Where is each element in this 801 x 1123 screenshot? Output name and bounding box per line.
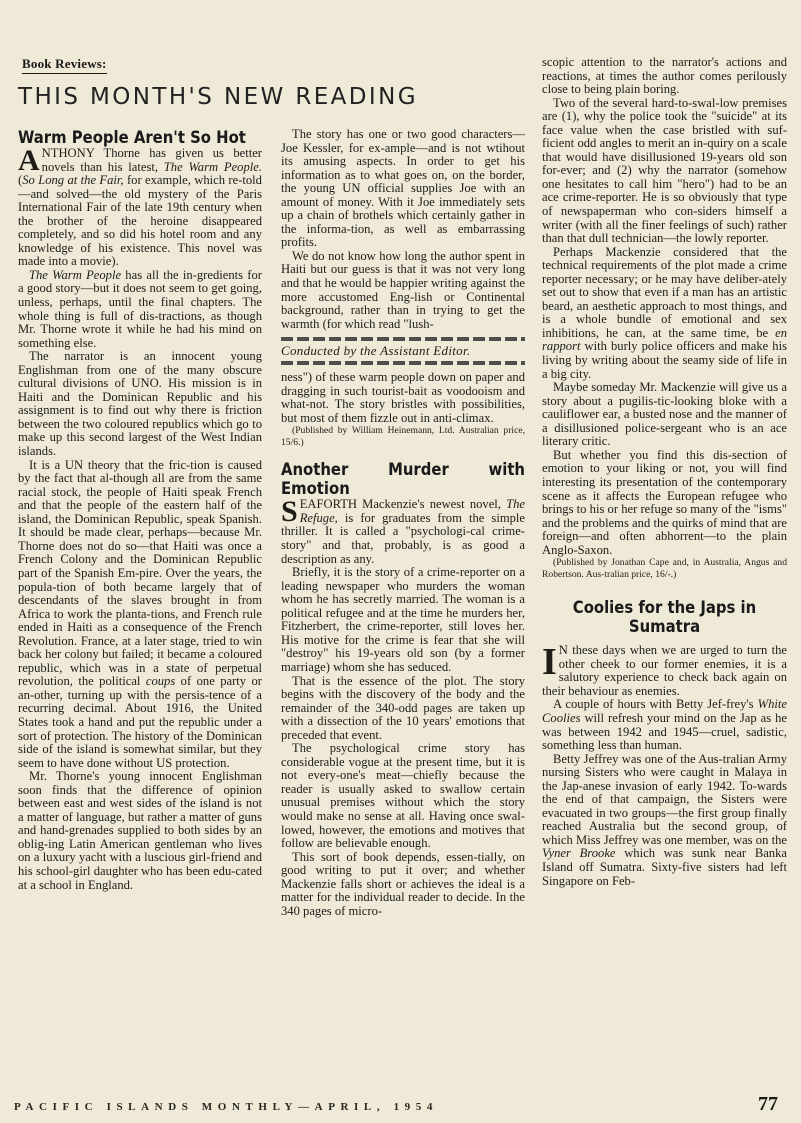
column-2	[281, 128, 525, 918]
paragraph: The psychological crime story has considerable vogue at the present time, but it is not every-one's meat—chiefly because the reader is usually asked to swallow certain unusual premises without which the story would make no sense at all. Having once swal-lowed, however, the emotions and motives that follow are believable enough.	[281, 741, 525, 851]
paragraph: I N these days when we are urged to turn the other cheek to our former enemies, it is a salutory experience to check back again on their behaviour as enemies.	[542, 641, 787, 698]
drop-cap: I	[542, 641, 557, 684]
review-heading-warm-people: Warm People Aren't So Hot	[18, 128, 246, 147]
publisher-credit: (Published by William Heinemann, Ltd. Australian price, 15/6.)	[281, 425, 525, 448]
paragraph: The Warm People has all the in-gredients for a good story—but it does not seem to get going, unless, perhaps, until the final chapters. The whole thing is full of dis-tractions, as though Mr. Thorne wrote it while he had his mind on something else.	[18, 267, 262, 350]
paragraph: But whether you find this dis-section of emotion to your liking or not, you will find interesting its presentation of the contemporary scene as it affects the European refugee who brings to his or her refuge so many of the "isms" and the problems and the quirks of mind that are foreign—and often abhorrent—to the plain Anglo-Saxon.	[542, 447, 787, 557]
section-label: Book Reviews:	[22, 56, 107, 74]
page-number: 77	[758, 1093, 778, 1115]
review-heading-another-murder: Another Murder with Emotion	[281, 460, 525, 499]
paragraph: A couple of hours with Betty Jef-frey's White Coolies will refresh your mind on the Jap as he was between 1942 and 1945—cruel, sadistic, something less than human.	[542, 697, 787, 753]
paragraph: Maybe someday Mr. Mackenzie will give us a story about a pugilis-tic-looking bloke with a cauliflower ear, a busted nose and the manner of a disillusioned police-sergeant who is an ace literary critic.	[542, 380, 787, 449]
paragraph: Briefly, it is the story of a crime-reporter on a leading newspaper who murders the woman whom he has secretly married. The woman is a political refugee and at the time he murders her, Fitzherbert, the crime-reporter, still loves her. His motive for the crime is fear that she will "destroy" his 19-years old son (by a former marriage) whom she has seduced.	[281, 565, 525, 674]
paragraph: scopic attention to the narrator's actions and reactions, at times the author comes perilously close to being plain boring.	[542, 55, 787, 97]
drop-cap: S	[281, 495, 298, 529]
paragraph: Betty Jeffrey was one of the Aus-tralian Army nursing Sisters who were caught in Malaya in the Jap-anese invasion of early 1942. To-wards the end of that campaign, the Sisters were evacuated in two groups—the first group finally reached Australia but the second group, of which Miss Jeffrey was one member, was on the Vyner Brooke which was sunk near Banka Island off Sumatra. Sixty-five sisters had left Singapore on Feb-	[542, 751, 787, 888]
paragraph: That is the essence of the plot. The story begins with the discovery of the body and the remainder of the 340-odd pages are taken up with a dissection of the 10 years' emotions that preceded that event.	[281, 673, 525, 742]
divider	[281, 337, 525, 341]
paragraph: This sort of book depends, essen-tially, on good writing to put it over; and whether Mackenzie falls short or achieves the ideal is a matter for the individual reader to decide. In the 340 pages of micro-	[281, 849, 525, 918]
paragraph: SEAFORTH Mackenzie's newest novel, The Refuge, is for graduates from the simple thriller. It is called a "psychologi-cal crime-story" and that, probably, is as good a description as any.	[281, 495, 526, 566]
paragraph: Perhaps Mackenzie considered that the technical requirements of the plot made a crime reporter necessary; or he may have deliber-ately set out to show that even if a man has an artistic beard, an aesthetic approach to most things, and is a whole bundle of emotional and sex inhibitions, he can, at the same time, be en rapport with burly police officers and make his living by writing about the seamy side of life in a big city.	[542, 244, 787, 381]
review-heading-coolies: Coolies for the Japs in Sumatra	[572, 598, 757, 637]
column-1	[18, 128, 262, 892]
editor-box	[281, 337, 525, 365]
paragraph: We do not know how long the author spent in Haiti but our guess is that it was not very long and that he would be happier writing against the more accustomed Eng-lish or Continental background, rather than in trying to get the warmth (for which read "lush-	[281, 248, 525, 331]
divider	[281, 361, 525, 365]
column-3	[542, 56, 787, 888]
page-title: THIS MONTH'S NEW READING	[18, 84, 418, 110]
paragraph: Mr. Thorne's young innocent Englishman soon finds that the difference of opinion between east and west sides of the island is not a matter of language, but rather a matter of guns and hand-grenades supplied to both sides by an oblig-ing Latin American gentleman who lives on a luxury yacht with a luscious girl-friend and his school-girl daughter who has been edu-cated at a school in England.	[18, 769, 262, 892]
paragraph: Two of the several hard-to-swal-low premises are (1), why the police took the "suicide" at its face value when the case bristled with suf-ficient odd angles to merit an in-quiry on a scale that would have disillusioned 19-years old son for-ever; and (2) why the narrator (somehow one hesitates to call him "hero") had to be an ace crime-reporter. He is so obviously that type of newspaperman who con-siders himself a writer (with all the finer feelings of such) rather than that dull technician—the lowly reporter.	[542, 95, 787, 246]
paragraph: The narrator is an innocent young Englishman from one of the many obscure cultural divisions of UNO. His mission is in Haiti and the Dominican Republic and his assignment is to find out why there is friction between the two coloured republics which go to make up this second largest of the West Indian islands.	[18, 349, 262, 459]
paragraph: The story has one or two good characters—Joe Kessler, for ex-ample—and is not wtihout its amusing aspects. In order to get his information as to what goes on, on the border, the young UN official supplies Joe with an amount of money. With it Joe immediately sets up a chain of brothels which certainly gather in the informa-tion, as well as embarrassing profits.	[281, 127, 525, 250]
publisher-credit: (Published by Jonathan Cape and, in Australia, Angus and Robertson. Aus-tralian price, 16/-.)	[542, 557, 787, 580]
drop-cap: A	[18, 144, 40, 177]
paragraph: It is a UN theory that the fric-tion is caused by the fact that al-though all are from the same racial stock, the people of Haiti speak French and that the people of the eastern half of the island, the Dominican Republic, speak Spanish. It should be made clear, perhaps—because Mr. Thorne does not do so—that Haiti was once a French Colony and the Dominican Republic part of the Spanish Em-pire. Over the years, the popula-tion of both became largely that of descendants of the slaves brought in from Africa to work the planta-tions, and French rule ended in Haiti as a consequence of the French Revolution. France, at a later stage, tried to win back her colony but failed; it became a coloured republic, which was in a state of perpetual revolution, the political coups of one party or an-other, turning up with the persis-tence of a recurring decimal. About 1916, the United States took a hand and put the republic under a sort of protection. The history of the Dominican side of the island is somewhat similar, but they seem to have done without US protection.	[18, 457, 263, 770]
editor-credit: Conducted by the Assistant Editor.	[281, 343, 471, 359]
paragraph: ness") of these warm people down on paper and dragging in such tourist-bait as voodooism and what-not. The story bristles with possibilities, but most of them fizzle out in anti-climax.	[281, 370, 525, 425]
running-footer: PACIFIC ISLANDS MONTHLY—APRIL, 1954	[14, 1101, 438, 1113]
paragraph: ANTHONY Thorne has given us better novels than his latest, The Warm People. (So Long at the Fair, for example, which re-told—and solved—the old mystery of the Paris International Fair of the late 19th century when the brother of the heroine disappeared completely, and so did his hotel room and any knowledge of his existence. This novel was made into a movie).	[18, 144, 262, 269]
